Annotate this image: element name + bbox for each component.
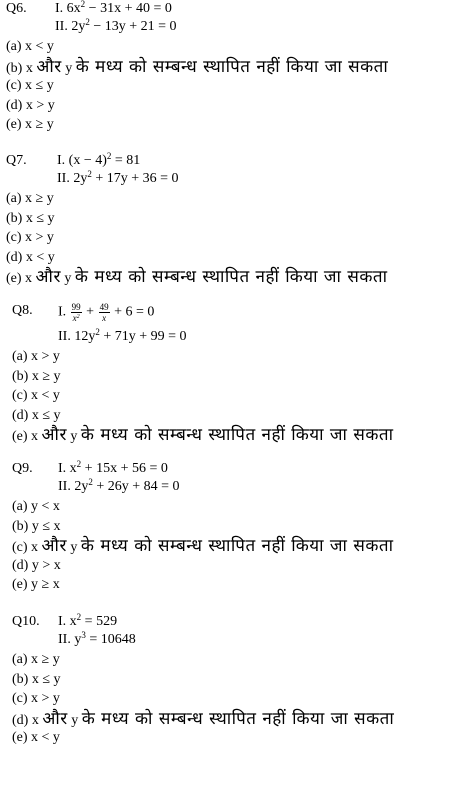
answer-option: (e) x < y: [12, 730, 60, 745]
question-number: Q9.: [12, 461, 33, 476]
answer-option: (e) x ≥ y: [6, 117, 54, 132]
answer-option: (e) x और y के मध्य को सम्बन्ध स्थापित नहीं किया जा सकता: [6, 267, 388, 287]
answer-option: (d) x ≤ y: [12, 407, 61, 423]
equation-one: I. $\frac{99}{x^2}$ + $\frac{49}{x}$ + 6 = 0: [58, 302, 155, 323]
equation-one: I. $x^2 + 15x + 56 = 0$: [58, 459, 168, 476]
answer-option: (d) x < y: [6, 249, 55, 265]
equation-two: II. $12y^2 + 71y + 99 = 0$: [58, 327, 187, 344]
answer-option: (b) x और y के मध्य को सम्बन्ध स्थापित नहीं किया जा सकता: [6, 56, 389, 77]
equation-one: I. $x^2 = 529$: [58, 612, 118, 629]
answer-option: (b) x ≤ y: [12, 671, 61, 687]
equation-one: I. $6x^2 - 31x + 40 = 0$: [55, 0, 172, 16]
answer-option: (a) y < x: [12, 499, 60, 514]
question-number: Q8.: [12, 303, 33, 318]
equation-one: I. $(x - 4)^2 = 81$: [57, 151, 141, 168]
answer-option: (c) x < y: [12, 388, 60, 403]
equation-two: II. $2y^2 + 17y + 36 = 0$: [57, 169, 179, 186]
answer-option: (c) x > y: [6, 230, 54, 245]
answer-option: (b) x ≤ y: [6, 210, 55, 226]
question-number: Q6.: [6, 1, 27, 16]
answer-option: (a) x ≥ y: [6, 191, 54, 206]
answer-option: (e) x और y के मध्य को सम्बन्ध स्थापित नहीं किया जा सकता: [12, 425, 394, 445]
equation-two: II. $2y^2 - 13y + 21 = 0$: [55, 17, 177, 34]
answer-option: (b) x ≥ y: [12, 368, 61, 384]
answer-option: (a) x < y: [6, 39, 54, 54]
answer-option: (c) x ≤ y: [6, 78, 54, 93]
equation-two: II. $y^3 = 10648$: [58, 630, 136, 647]
answer-option: (d) x और y के मध्य को सम्बन्ध स्थापित नहीं किया जा सकता: [12, 708, 395, 729]
answer-option: (d) y > x: [12, 557, 61, 573]
answer-option: (a) x > y: [12, 349, 60, 364]
question-number: Q10.: [12, 614, 40, 629]
answer-option: (d) x > y: [6, 97, 55, 113]
answer-option: (c) x और y के मध्य को सम्बन्ध स्थापित नहीं किया जा सकता: [12, 536, 394, 556]
equation-two: II. $2y^2 + 26y + 84 = 0$: [58, 477, 180, 494]
answer-option: (c) x > y: [12, 691, 60, 706]
answer-option: (b) y ≤ x: [12, 518, 61, 534]
answer-option: (e) y ≥ x: [12, 577, 60, 592]
question-number: Q7.: [6, 153, 27, 168]
answer-option: (a) x ≥ y: [12, 652, 60, 667]
